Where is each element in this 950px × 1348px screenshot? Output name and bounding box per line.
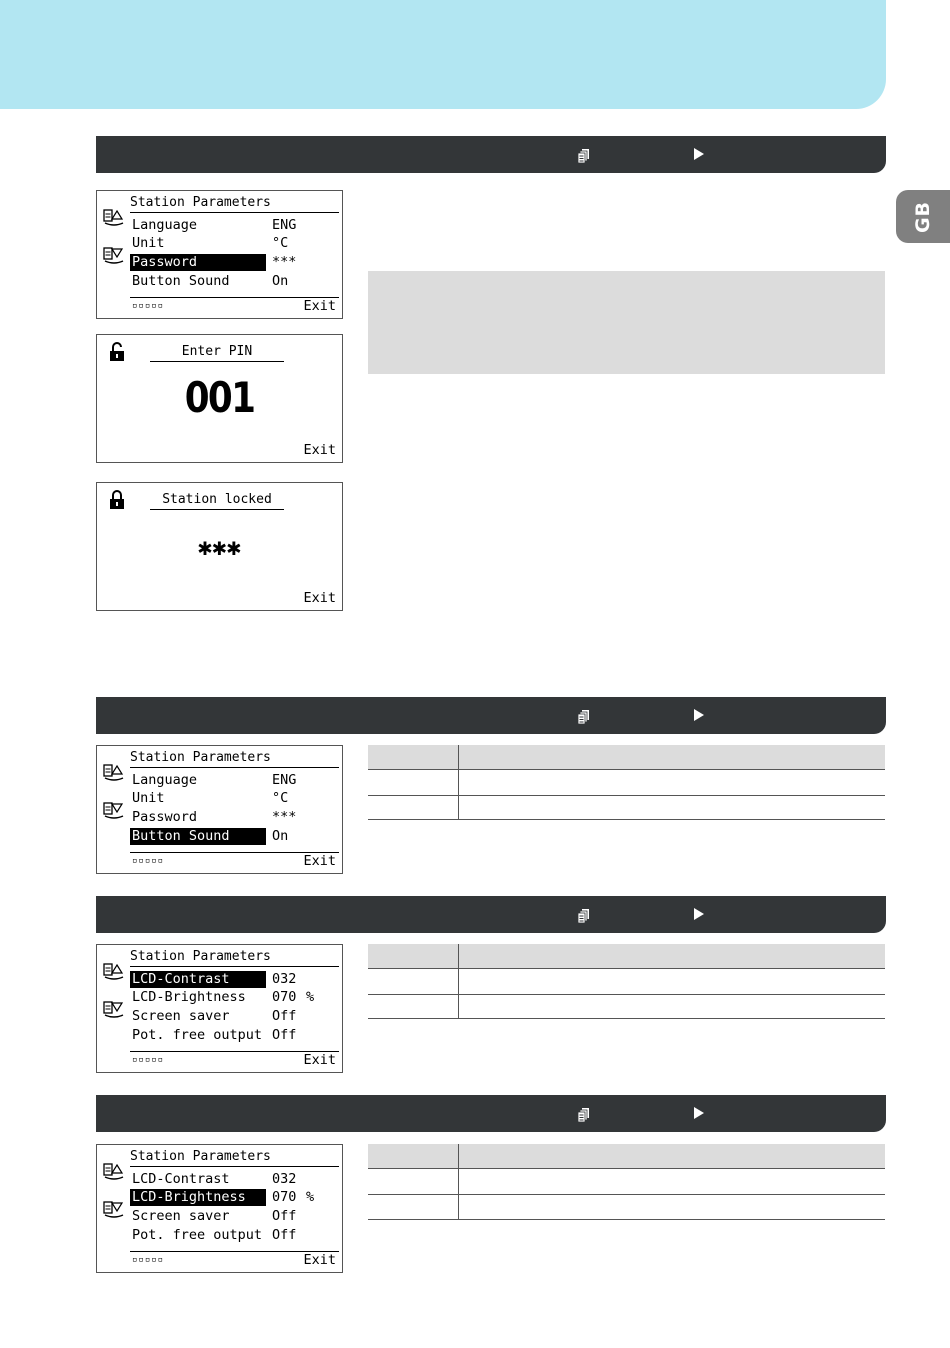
settings-table [368,745,885,820]
document-down-icon [103,801,125,821]
lcd-row-label: Unit [132,235,165,251]
document-up-icon [103,962,125,982]
lock-open-icon [109,342,125,362]
document-down-icon [103,246,125,266]
table-row-divider [368,1168,885,1169]
lcd-row-label: Screen saver [132,1208,230,1224]
lcd-row-label: Button Sound [132,828,230,844]
table-row-divider [368,1194,885,1195]
lcd-row-label: Language [132,217,198,233]
pin-value[interactable]: 001 [184,373,255,422]
document-up-icon [103,763,125,783]
table-row-divider [368,968,885,969]
document-stack-icon [578,909,590,923]
lcd-row-label: Button Sound [132,273,230,289]
settings-table [368,944,885,1019]
lcd-row-value: °C [272,790,289,806]
play-arrow-icon [694,709,704,721]
lock-closed-icon [109,490,125,510]
table-header [368,1144,885,1168]
document-up-icon [103,208,125,228]
lcd-row-value: *** [272,809,297,825]
exit-button[interactable]: Exit [303,298,336,314]
lcd-screen-enter-pin [96,334,343,463]
pin-title: Enter PIN [150,344,284,362]
exit-button[interactable]: Exit [303,1252,336,1268]
lcd-screen-lcd-contrast [96,944,343,1073]
locked-title: Station locked [150,492,284,510]
lcd-row-label: Pot. free output [132,1027,263,1043]
document-down-icon [103,1000,125,1020]
exit-button[interactable]: Exit [303,590,336,606]
lcd-row-value: On [272,828,289,844]
table-row-divider [368,1219,885,1220]
page-dots: ▫▫▫▫▫ [132,1055,165,1065]
table-column-divider [458,745,459,820]
table-row-divider [368,819,885,820]
lcd-row-value: Off [272,1008,297,1024]
lcd-row-value: Off [272,1208,297,1224]
lcd-screen-lcd-brightness [96,1144,343,1273]
lcd-title: Station Parameters [130,1149,339,1167]
play-arrow-icon [694,148,704,160]
document-stack-icon [578,149,590,163]
top-banner [0,0,886,109]
section-bar-password [96,136,886,173]
lcd-row-label: Language [132,772,198,788]
page-dots: ▫▫▫▫▫ [132,1255,165,1265]
lcd-row-value: *** [272,254,297,270]
lcd-row-label: LCD-Brightness [132,1189,246,1205]
lcd-title: Station Parameters [130,195,339,213]
lcd-row-value: 032 [272,971,297,987]
language-tab-label: GB [912,200,934,233]
lcd-row-label: Screen saver [132,1008,230,1024]
lcd-title: Station Parameters [130,750,339,768]
lcd-row-value: °C [272,235,289,251]
play-arrow-icon [694,908,704,920]
exit-button[interactable]: Exit [303,442,336,458]
table-column-divider [458,1144,459,1219]
lcd-row-label: Pot. free output [132,1227,263,1243]
lcd-row-label: LCD-Brightness [132,989,246,1005]
lcd-row-label: Password [132,809,198,825]
lcd-row-value: Off [272,1227,297,1243]
table-row-divider [368,994,885,995]
settings-table [368,1144,885,1219]
table-row-divider [368,1018,885,1019]
table-row-divider [368,769,885,770]
exit-button[interactable]: Exit [303,1052,336,1068]
lcd-row-value: ENG [272,217,297,233]
document-stack-icon [578,1108,590,1122]
lcd-row-value: 070 [272,989,297,1005]
table-header [368,944,885,968]
exit-button[interactable]: Exit [303,853,336,869]
lcd-row-unit: % [306,1189,315,1205]
document-up-icon [103,1162,125,1182]
lcd-row-label: Unit [132,790,165,806]
table-column-divider [458,944,459,1019]
section-bar-button-sound [96,697,886,734]
lcd-row-label: LCD-Contrast [132,1171,230,1187]
lcd-screen-station-locked [96,482,343,611]
locked-value: ✱✱✱ [197,533,242,561]
play-arrow-icon [694,1107,704,1119]
lcd-title: Station Parameters [130,949,339,967]
section-bar-lcd-contrast [96,896,886,933]
section-bar-lcd-brightness [96,1095,886,1132]
table-row-divider [368,795,885,796]
lcd-row-value: 070 [272,1189,297,1205]
lcd-row-value: ENG [272,772,297,788]
note-box [368,271,885,374]
lcd-row-value: On [272,273,289,289]
lcd-row-label: LCD-Contrast [132,971,230,987]
document-down-icon [103,1200,125,1220]
document-stack-icon [578,710,590,724]
lcd-row-value: Off [272,1027,297,1043]
language-tab[interactable] [896,190,950,243]
lcd-screen-button-sound [96,745,343,874]
lcd-screen-password [96,190,343,319]
page-dots: ▫▫▫▫▫ [132,856,165,866]
page-dots: ▫▫▫▫▫ [132,301,165,311]
lcd-row-unit: % [306,989,315,1005]
table-header [368,745,885,769]
lcd-row-value: 032 [272,1171,297,1187]
lcd-row-label: Password [132,254,198,270]
